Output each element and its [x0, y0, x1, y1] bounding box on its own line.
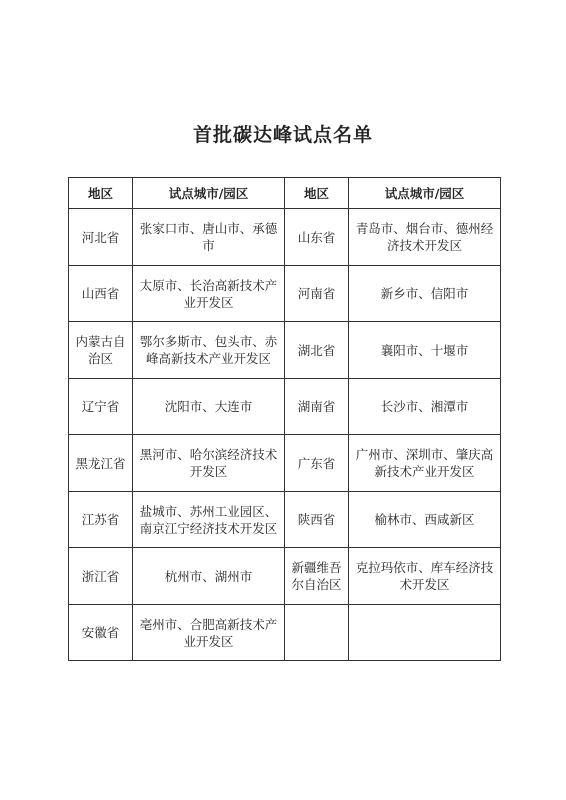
table-row: [69, 379, 501, 435]
cities-cell: 张家口市、唐山市、承德市: [133, 209, 285, 266]
cities-cell: 杭州市、湖州市: [133, 548, 285, 605]
region-cell: 山东省: [285, 209, 349, 266]
cities-cell: 新乡市、信阳市: [349, 266, 501, 322]
cities-cell: 长沙市、湘潭市: [349, 379, 501, 435]
region-cell: 内蒙古自治区: [69, 322, 133, 379]
region-cell: 江苏省: [69, 492, 133, 548]
table-row: [69, 605, 501, 661]
cities-cell: 沈阳市、大连市: [133, 379, 285, 435]
table-header-row: [69, 178, 501, 209]
cities-cell: 黑河市、哈尔滨经济技术开发区: [133, 435, 285, 492]
cities-cell: 广州市、深圳市、肇庆高新技术产业开发区: [349, 435, 501, 492]
cities-cell: 榆林市、西咸新区: [349, 492, 501, 548]
table-row: [69, 322, 501, 379]
region-cell: 广东省: [285, 435, 349, 492]
region-cell: 湖南省: [285, 379, 349, 435]
table-row: [69, 492, 501, 548]
cities-cell: 盐城市、苏州工业园区、南京江宁经济技术开发区: [133, 492, 285, 548]
table-row: [69, 266, 501, 322]
cities-cell: 太原市、长治高新技术产业开发区: [133, 266, 285, 322]
region-cell: [285, 605, 349, 661]
region-cell: 新疆维吾尔自治区: [285, 548, 349, 605]
cities-cell: 青岛市、烟台市、德州经济技术开发区: [349, 209, 501, 266]
document-title: 首批碳达峰试点名单: [192, 124, 373, 146]
header-cities-right: 试点城市/园区: [349, 178, 501, 209]
cities-cell: 亳州市、合肥高新技术产业开发区: [133, 605, 285, 661]
table-row: [69, 209, 501, 266]
cities-cell: 克拉玛依市、库车经济技术开发区: [349, 548, 501, 605]
region-cell: 黑龙江省: [69, 435, 133, 492]
table-row: [69, 548, 501, 605]
cities-cell: 鄂尔多斯市、包头市、赤峰高新技术产业开发区: [133, 322, 285, 379]
region-cell: 河北省: [69, 209, 133, 266]
header-region-right: 地区: [285, 178, 349, 209]
region-cell: 山西省: [69, 266, 133, 322]
cities-cell: [349, 605, 501, 661]
region-cell: 浙江省: [69, 548, 133, 605]
region-cell: 河南省: [285, 266, 349, 322]
region-cell: 湖北省: [285, 322, 349, 379]
cities-cell: 襄阳市、十堰市: [349, 322, 501, 379]
pilot-list-table: [68, 177, 501, 661]
header-region-left: 地区: [69, 178, 133, 209]
table-row: [69, 435, 501, 492]
region-cell: 安徽省: [69, 605, 133, 661]
region-cell: 辽宁省: [69, 379, 133, 435]
header-cities-left: 试点城市/园区: [133, 178, 285, 209]
region-cell: 陕西省: [285, 492, 349, 548]
